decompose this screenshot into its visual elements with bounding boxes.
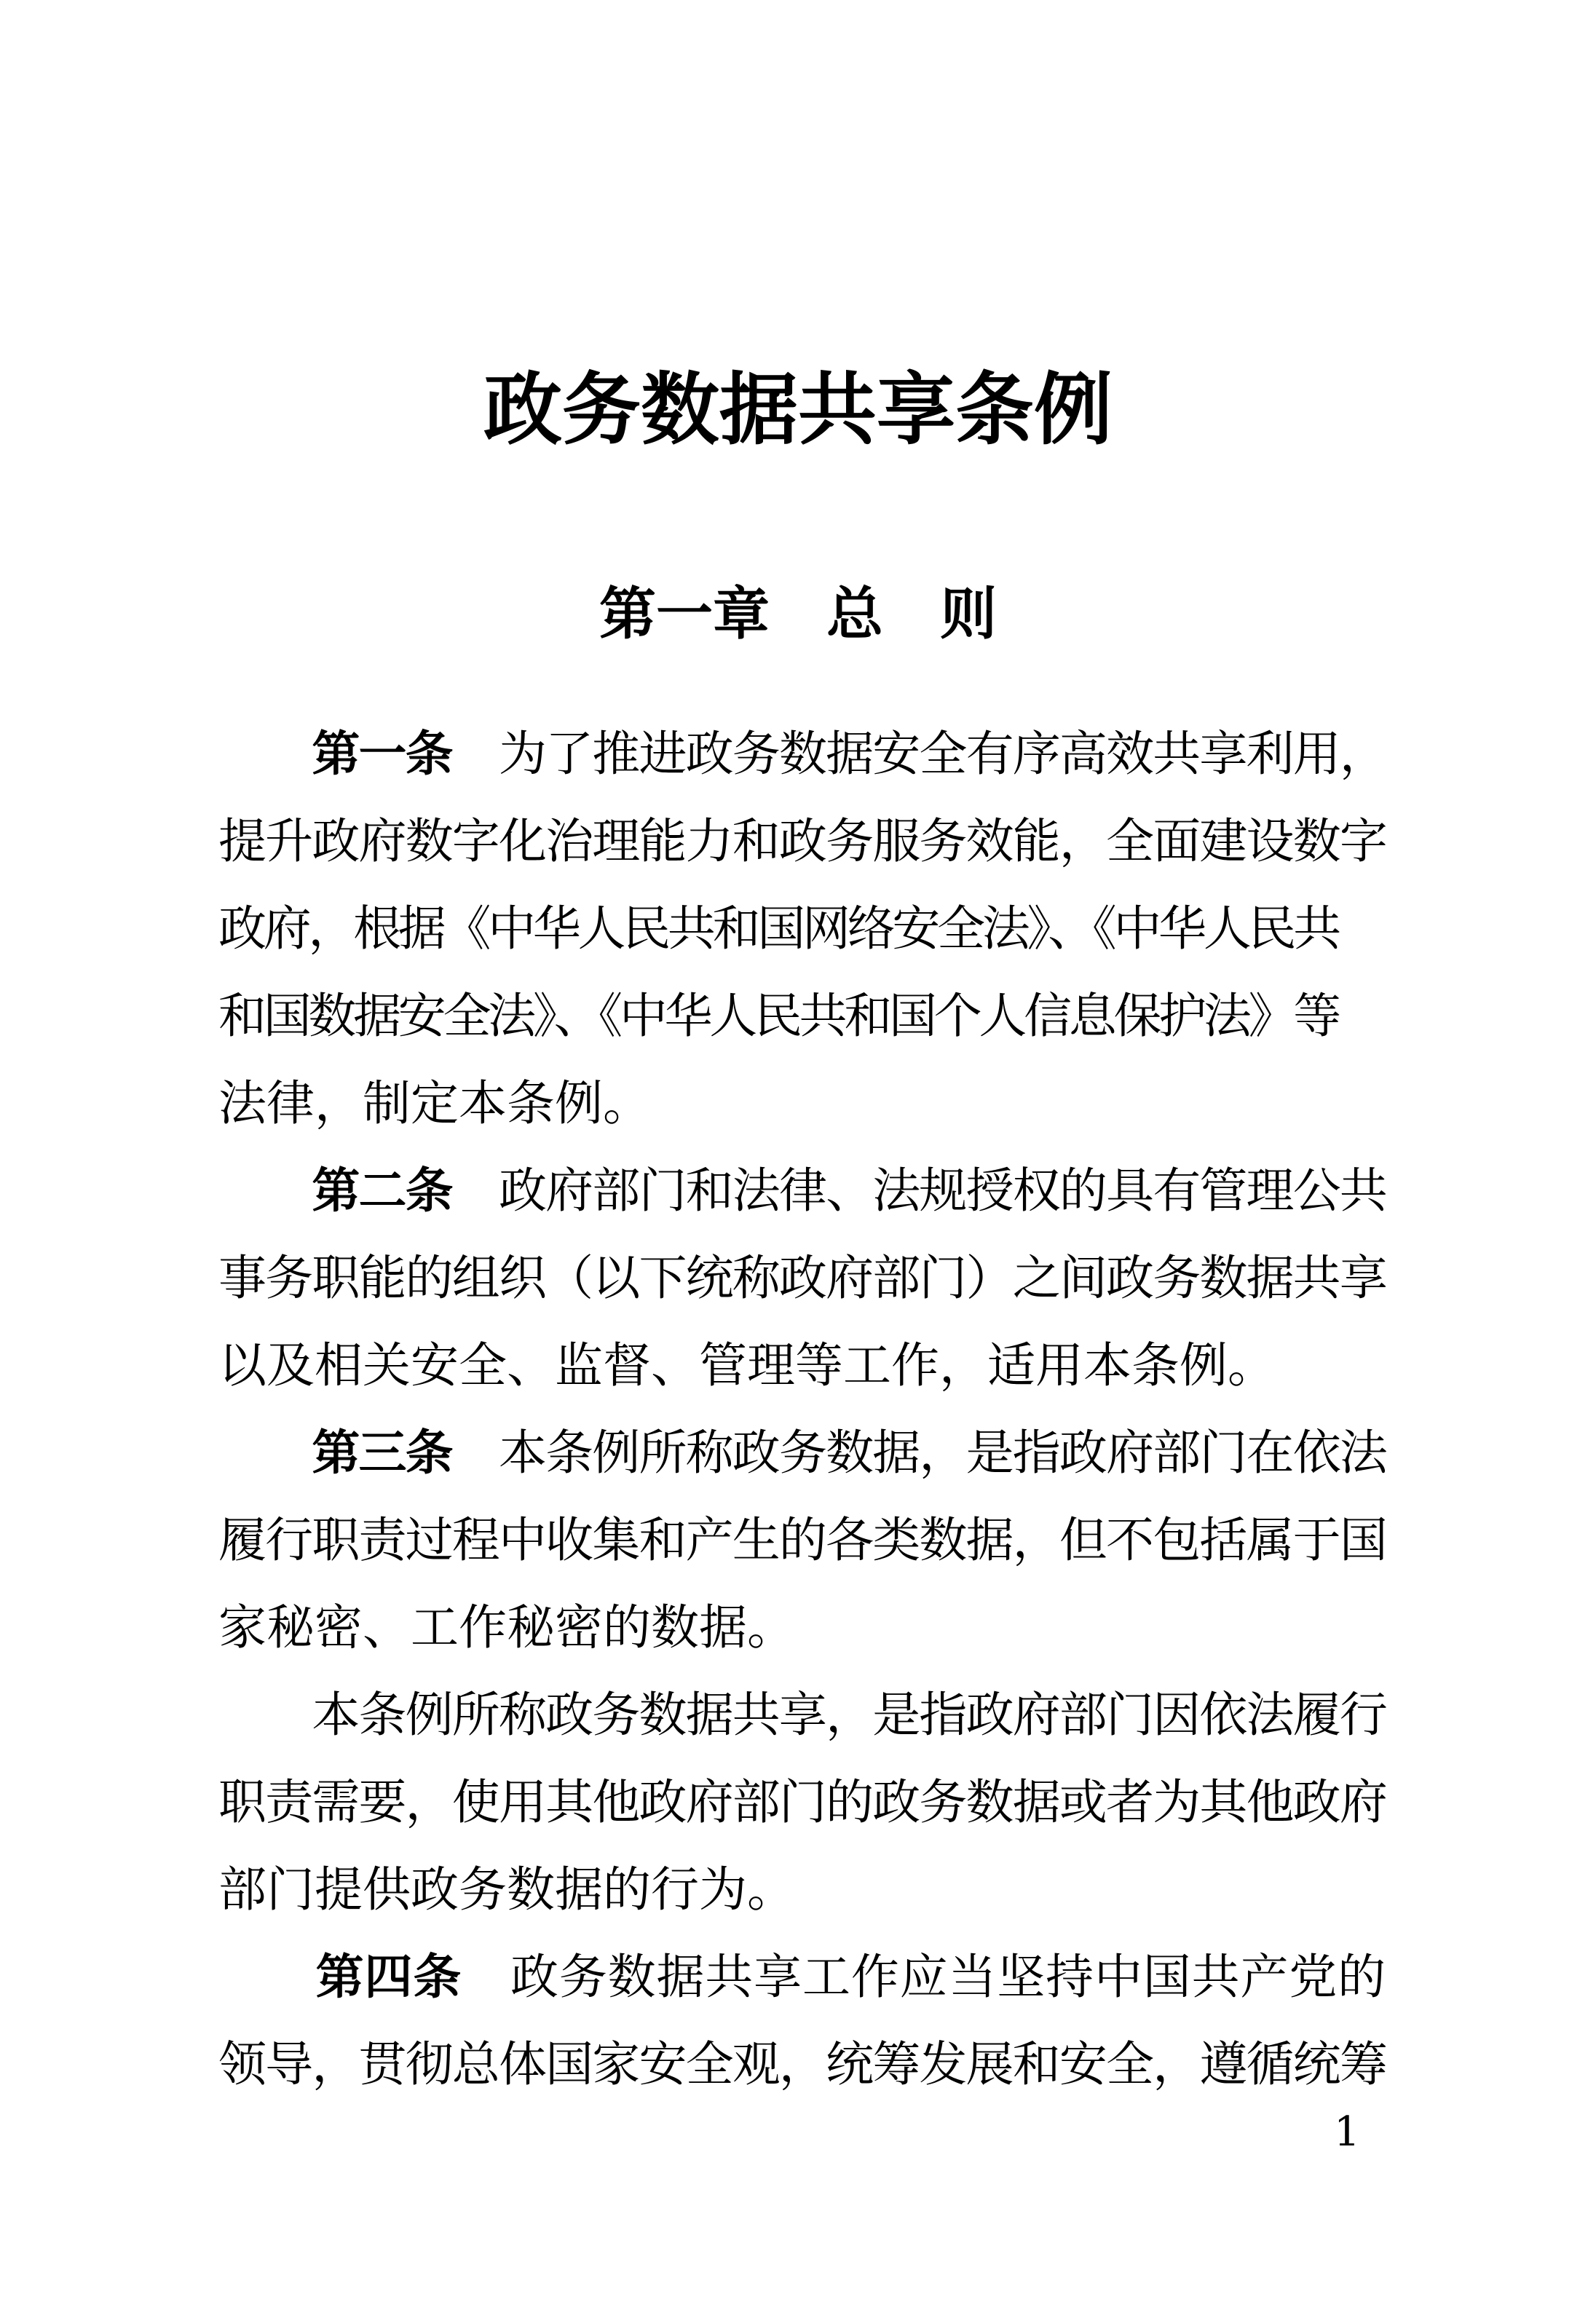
body-line: 提升政府数字化治理能力和政务服务效能，全面建设数字	[218, 813, 1386, 869]
body-line: 本条例所称政务数据共享，是指政府部门因依法履行	[312, 1687, 1387, 1743]
body-text	[218, 711, 1391, 2108]
body-line: 和国数据安全法》、《中华人民共和国个人信息保护法》等	[218, 988, 1338, 1044]
body-line: 履行职责过程中收集和产生的各类数据，但不包括属于国	[218, 1512, 1386, 1568]
article-number: 第二条	[312, 1163, 452, 1219]
body-line: 第一条 为了推进政务数据安全有序高效共享利用，	[312, 726, 1387, 782]
page-number: 1	[1334, 2108, 1360, 2156]
body-line: 法律，制定本条例。	[218, 1075, 651, 1131]
body-line: 职责需要，使用其他政府部门的政务数据或者为其他政府	[218, 1774, 1386, 1830]
body-line: 领导，贯彻总体国家安全观，统筹发展和安全，遵循统筹	[218, 2036, 1386, 2092]
body-line: 第三条 本条例所称政务数据，是指政府部门在依法	[312, 1425, 1387, 1481]
body-line: 家秘密、工作秘密的数据。	[218, 1599, 795, 1656]
body-line: 第四条 政务数据共享工作应当坚持中国共产党的	[315, 1949, 1386, 2005]
body-line: 部门提供政务数据的行为。	[218, 1862, 795, 1918]
chapter-heading: 第一章 总 则	[598, 582, 997, 647]
article-number: 第三条	[312, 1425, 452, 1481]
body-line: 事务职能的组织（以下统称政府部门）之间政务数据共享	[218, 1250, 1386, 1306]
body-line: 政府，根据《中华人民共和国网络安全法》、《中华人民共	[218, 901, 1338, 957]
body-line: 第二条 政府部门和法律、法规授权的具有管理公共	[312, 1163, 1387, 1219]
document-title: 政务数据共享条例	[483, 364, 1113, 456]
article-number: 第一条	[312, 726, 452, 782]
body-line: 以及相关安全、监督、管理等工作，适用本条例。	[218, 1337, 1276, 1393]
article-number: 第四条	[315, 1949, 462, 2005]
